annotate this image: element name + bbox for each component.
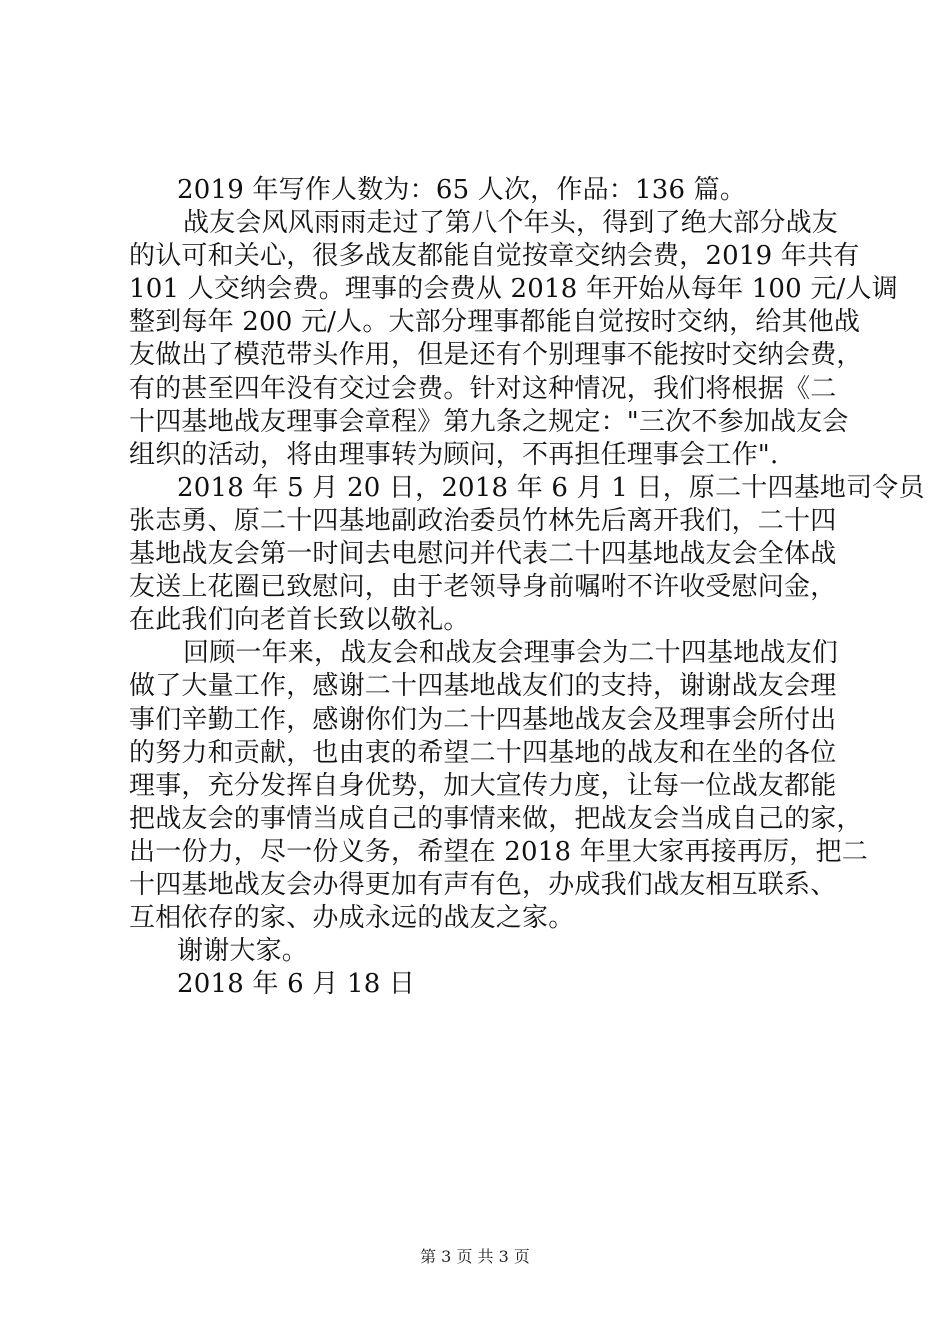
text-line: 友送上花圈已致慰问，由于老领导身前嘱咐不许收受慰问金，	[129, 572, 837, 603]
text-line: 张志勇、原二十四基地副政治委员竹林先后离开我们，二十四	[129, 505, 837, 536]
text-line: 理事，充分发挥自身优势，加大宣传力度，让每一位战友都能	[129, 770, 837, 801]
text-line: 基地战友会第一时间去电慰问并代表二十四基地战友会全体战	[129, 539, 837, 570]
text-line: 有的甚至四年没有交过会费。针对这种情况，我们将根据《二	[129, 373, 837, 404]
text-line: 回顾一年来，战友会和战友会理事会为二十四基地战友们	[183, 638, 839, 669]
text-line: 在此我们向老首长致以敬礼。	[129, 605, 470, 636]
text-line: 出一份力，尽一份义务，希望在 2018 年里大家再接再厉，把二	[129, 836, 868, 867]
date-line: 2018 年 6 月 18 日	[177, 969, 416, 1000]
text-line: 互相依存的家、办成永远的战友之家。	[129, 903, 575, 934]
text-line: 2019 年写作人数为：65 人次，作品：136 篇。	[177, 175, 747, 205]
text-line: 101 人交纳会费。理事的会费从 2018 年开始从每年 100 元/人调	[129, 274, 898, 305]
text-line: 谢谢大家。	[177, 936, 309, 967]
text-line: 的努力和贡献，也由衷的希望二十四基地的战友和在坐的各位	[129, 737, 837, 768]
document-body	[129, 174, 925, 1001]
text-line: 十四基地战友会办得更加有声有色，办成我们战友相互联系、	[129, 869, 837, 900]
text-line: 事们辛勤工作，感谢你们为二十四基地战友会及理事会所付出	[129, 704, 837, 735]
text-line: 组织的活动，将由理事转为顾问，不再担任理事会工作".	[129, 439, 779, 470]
text-line: 十四基地战友理事会章程》第九条之规定："三次不参加战友会	[129, 406, 849, 437]
text-line: 做了大量工作，感谢二十四基地战友们的支持，谢谢战友会理	[129, 671, 837, 702]
text-line: 把战友会的事情当成自己的事情来做，把战友会当成自己的家，	[129, 803, 863, 834]
text-line: 战友会风风雨雨走过了第八个年头，得到了绝大部分战友	[183, 208, 839, 239]
text-line: 2018 年 5 月 20 日，2018 年 6 月 1 日，原二十四基地司令员	[177, 472, 925, 503]
text-line: 整到每年 200 元/人。大部分理事都能自觉按时交纳，给其他战	[129, 307, 861, 338]
text-line: 友做出了模范带头作用，但是还有个别理事不能按时交纳会费，	[129, 340, 863, 371]
page-footer: 第 3 页 共 3 页	[420, 1247, 530, 1266]
text-line: 的认可和关心，很多战友都能自觉按章交纳会费，2019 年共有	[129, 241, 860, 272]
